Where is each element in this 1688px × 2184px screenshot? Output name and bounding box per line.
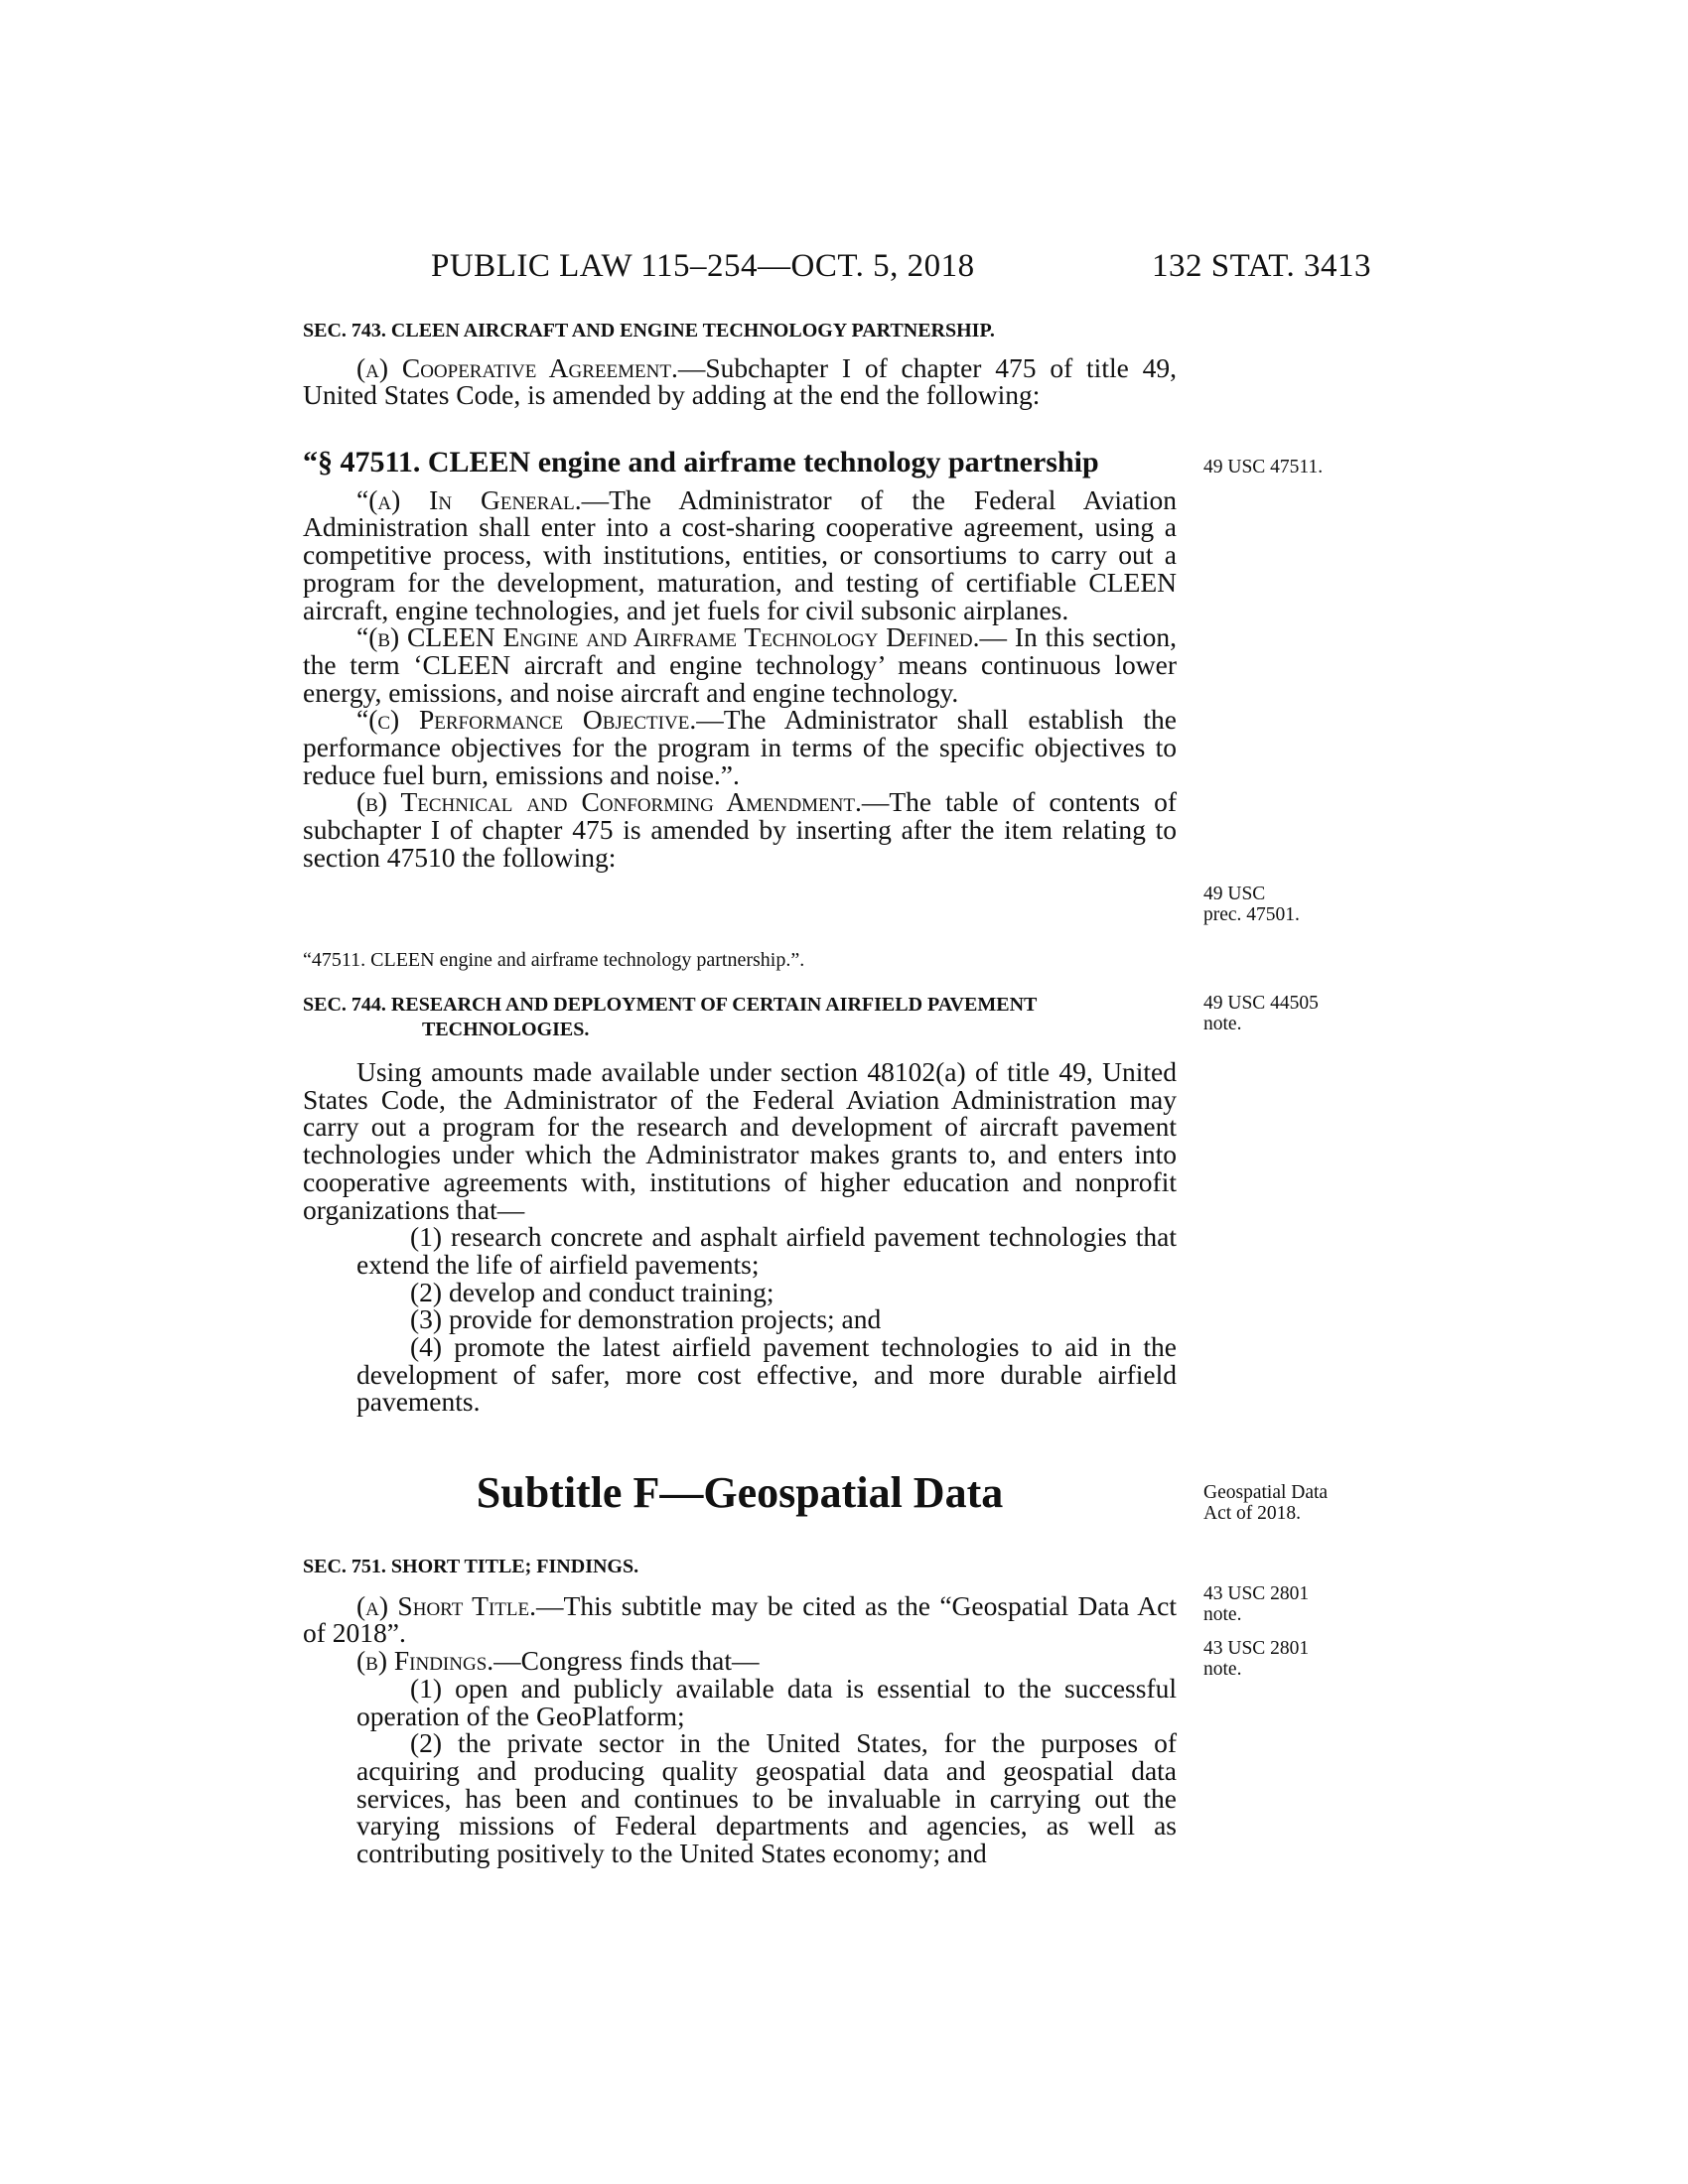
section-744: [303, 993, 1177, 1416]
section-47511-b: “(b) CLEEN Engine and Airframe Technology Defined.— In this section, the term ‘CLEEN aircraft and engine technology’ means continuous lower energy, emissions, and noise aircraft and engine technology.: [303, 621, 1177, 708]
toc-item: “47511. CLEEN engine and airframe technology partnership.”.: [303, 949, 805, 971]
section-743-b: (b) Technical and Conforming Amendment.—The table of contents of subchapter I of chapter 475 is amended by inserting after the item relating to section 47510 the following:: [303, 786, 1177, 873]
running-header-left: PUBLIC LAW 115–254—OCT. 5, 2018: [431, 248, 975, 284]
list-item: (3) provide for demonstration projects; and: [410, 1303, 882, 1335]
margin-note: 49 USC prec. 47501.: [1203, 884, 1300, 925]
section-744-intro: Using amounts made available under section 48102(a) of title 49, United States Code, the Administrator of the Federal Aviation Administration may carry out a program for the research and development of aircraft pavement technologies under which the Administrator makes grants to, and enters into cooperative agreements with, institutions of higher education and nonprofit organizations that—: [303, 1056, 1177, 1225]
section-743-a: (a) Cooperative Agreement.—Subchapter I of chapter 475 of title 49, United States Code, is amended by adding at the end the following:: [303, 351, 1177, 411]
section-47511-c: “(c) Performance Objective.—The Administrator shall establish the performance objectives for the program in terms of the specific objectives to reduce fuel burn, emissions and noise.”.: [303, 704, 1178, 790]
section-47511-heading: “§ 47511. CLEEN engine and airframe technology partnership: [303, 446, 1099, 478]
section-743-heading: SEC. 743. CLEEN AIRCRAFT AND ENGINE TECHNOLOGY PARTNERSHIP.: [303, 320, 995, 341]
section-47511-a: “(a) In General.—The Administrator of the Federal Aviation Administration shall enter into a cost-sharing cooperative agreement, using a competitive process, with institutions, entities, or consortiums to carry out a program for the development, maturation, and testing of certifiable CLEEN aircraft, engine technologies, and jet fuels for civil subsonic airplanes.: [303, 483, 1177, 625]
margin-note: 49 USC 47511.: [1203, 457, 1324, 478]
margin-note: 43 USC 2801 note.: [1203, 1638, 1310, 1680]
section-751-a: (a) Short Title.—This subtitle may be cited as the “Geospatial Data Act of 2018”.: [303, 1589, 1178, 1649]
list-item: (2) the private sector in the United States, for the purposes of acquiring and producing quality geospatial data and geospatial data services, has been and continues to be invaluable in carrying out the varying missions of Federal departments and agencies, as well as contributing positively to the United States economy; and: [356, 1727, 1177, 1869]
section-744-heading: SEC. 744. RESEARCH AND DEPLOYMENT OF CERTAIN AIRFIELD PAVEMENT TECHNOLOGIES.: [303, 994, 1038, 1040]
margin-note: Geospatial Data Act of 2018.: [1203, 1482, 1329, 1524]
margin-note: 49 USC 44505 note.: [1203, 993, 1319, 1034]
section-743: [303, 318, 1177, 409]
section-751: [303, 1554, 1177, 1867]
list-item: (4) promote the latest airfield pavement technologies to aid in the development of safer, more cost effective, and more durable airfield pavements.: [356, 1331, 1177, 1418]
margin-note: 43 USC 2801 note.: [1203, 1583, 1310, 1625]
list-item: (1) open and publicly available data is essential to the successful operation of the GeoPlatform;: [356, 1672, 1177, 1731]
section-751-heading: SEC. 751. SHORT TITLE; FINDINGS.: [303, 1556, 639, 1577]
list-item: (2) develop and conduct training;: [410, 1276, 774, 1307]
running-header-right: 132 STAT. 3413: [1152, 248, 1372, 284]
list-item: (1) research concrete and asphalt airfield pavement technologies that extend the life of airfield pavements;: [356, 1221, 1177, 1280]
subtitle-heading: Subtitle F—Geospatial Data: [476, 1468, 1004, 1517]
section-751-b: (b) Findings.—Congress finds that—: [356, 1645, 760, 1677]
section-47511: [303, 446, 1178, 873]
